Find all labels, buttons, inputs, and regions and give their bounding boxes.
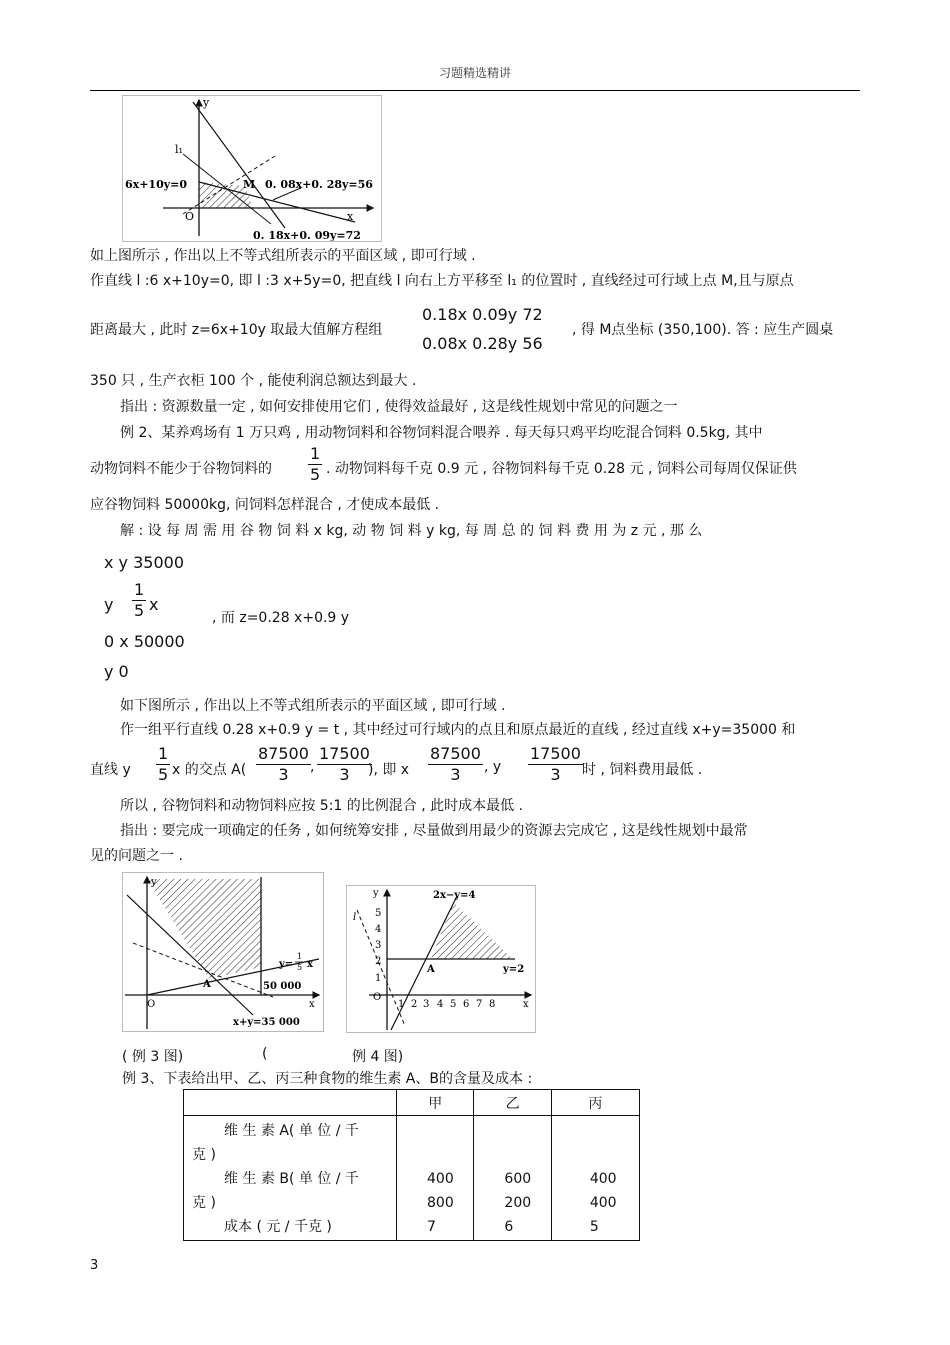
- label-vitamin-b-2: 克 ): [192, 1195, 216, 1211]
- page-header: 习题精选精讲: [438, 66, 511, 80]
- para-16: 例 3、下表给出甲、乙、丙三种食物的维生素 A、B的含量及成本 :: [122, 1071, 533, 1087]
- table-header-row: [184, 1090, 640, 1116]
- caption-fig4: 例 4 图): [352, 1049, 404, 1065]
- fraction-one-fifth-2: $\frac{1}{5}$: [158, 744, 169, 784]
- fig4-origin: O: [373, 992, 382, 1003]
- figure-3-graph: [123, 873, 323, 1031]
- figure-4-graph: [347, 886, 535, 1032]
- para-12b: x 的交点 A(: [172, 762, 247, 778]
- fig1-l1: l₁: [175, 143, 183, 156]
- para-9: 解 : 设 每 周 需 用 谷 物 饲 料 x kg, 动 物 饲 料 y kg, 每 周 总 的 饲 料 费 用 为 z 元 , 那 么: [120, 523, 703, 539]
- figure-1: [122, 95, 382, 242]
- label-vitamin-a-1: 维 生 素 A( 单 位 / 千: [224, 1123, 359, 1139]
- para-15: 见的问题之一 .: [90, 848, 183, 864]
- svg-text:3: 3: [423, 999, 430, 1010]
- svg-text:5: 5: [450, 999, 457, 1010]
- fig1-axis-y: y: [203, 96, 210, 109]
- system-2-fraction: $\frac{1}{5}$: [134, 580, 145, 620]
- fig3-origin: O: [147, 999, 156, 1010]
- fig3-axis-y: y: [151, 877, 157, 888]
- svg-text:6: 6: [463, 999, 470, 1010]
- fig4-line-b-label: y=2: [503, 964, 525, 975]
- table-head-cell: 乙: [474, 1090, 551, 1116]
- system-1-row-1: 0.18x 0.09y 72: [422, 305, 543, 324]
- para-3b: , 得 M点坐标 (350,100). 答 : 应生产圆桌: [572, 322, 834, 338]
- vitamin-table: [183, 1089, 640, 1241]
- svg-text:1: 1: [375, 973, 382, 984]
- table-col-yi: 600 200 6: [474, 1116, 551, 1241]
- svg-text:4: 4: [375, 924, 382, 935]
- figure-1-graph: [123, 96, 381, 241]
- svg-text:5: 5: [375, 908, 382, 919]
- fraction-one-fifth: $\frac{1}{5}$: [310, 444, 321, 484]
- figure-3: [122, 872, 324, 1032]
- table-row-labels: [184, 1116, 397, 1241]
- fig3-value-50000: 50 000: [263, 981, 302, 992]
- feasible-region-4: [431, 902, 513, 959]
- label-vitamin-b-1: 维 生 素 B( 单 位 / 千: [224, 1171, 359, 1187]
- fig3-frac-n: 1: [297, 952, 303, 961]
- para-5: 指出 : 资源数量一定 , 如何安排使用它们 , 使得效益最好 , 这是线性规划中常见的问题之一: [120, 399, 678, 415]
- label-cost: 成本 ( 元 / 千克 ): [224, 1219, 332, 1235]
- table-head-cell: [184, 1090, 397, 1116]
- fraction-87500-3-b: $\frac{87500}{3}$: [430, 744, 481, 784]
- svg-text:8: 8: [489, 999, 496, 1010]
- para-12f: 时 , 饲料费用最低 .: [582, 762, 703, 778]
- system-1-row-2: 0.08x 0.28y 56: [422, 334, 543, 353]
- svg-text:7: 7: [476, 999, 483, 1010]
- para-12c: ,: [310, 759, 315, 775]
- label-vitamin-a-2: 克 ): [192, 1147, 216, 1163]
- para-7a: 动物饲料不能少于谷物饲料的: [90, 461, 272, 477]
- para-2: 作直线 l :6 x+10y=0, 即 l :3 x+5y=0, 把直线 l 向右上方平移至 l₁ 的位置时 , 直线经过可行域上点 M,且与原点: [90, 273, 794, 289]
- system-2-row-1: x y 35000: [104, 553, 185, 572]
- caption-paren: (: [262, 1046, 268, 1062]
- fraction-17500-3-b: $\frac{17500}{3}$: [530, 744, 581, 784]
- fig3-frac-d: 5: [297, 963, 303, 972]
- system-2-row-4: y 0: [104, 662, 129, 681]
- para-10: 如下图所示 , 作出以上不等式组所表示的平面区域 , 即可行域 .: [120, 698, 506, 714]
- para-11: 作一组平行直线 0.28 x+0.9 y = t , 其中经过可行域内的点且和原点最近的直线 , 经过直线 x+y=35000 和: [120, 722, 796, 738]
- fig4-point-a: A: [427, 964, 435, 975]
- para-4: 350 只 , 生产衣柜 100 个 , 能使利润总额达到最大 .: [90, 373, 417, 389]
- para-12d: ), 即 x: [368, 762, 410, 778]
- fig3-line-a-label: y=: [279, 959, 294, 970]
- fig4-x-ticks: [398, 999, 495, 1010]
- figure-4: [346, 885, 536, 1033]
- svg-text:1: 1: [398, 999, 405, 1010]
- system-2-row-2-x: x: [149, 595, 159, 614]
- caption-fig3: ( 例 3 图): [122, 1049, 184, 1065]
- fig4-line-a-label: 2x−y=4: [433, 890, 476, 901]
- para-3a: 距离最大 , 此时 z=6x+10y 取最大值解方程组: [90, 322, 383, 338]
- para-12e: , y: [484, 759, 502, 775]
- table-col-jia: 400 800 7: [397, 1116, 474, 1241]
- line-l1: [183, 154, 271, 224]
- fig3-frac-x: x: [307, 959, 313, 970]
- fig1-line-c-label: 0. 18x+0. 09y=72: [253, 229, 361, 241]
- fig3-point-a: A: [203, 979, 211, 990]
- fig4-l: l: [353, 912, 357, 923]
- table-col-bing: 400 400 5: [551, 1116, 639, 1241]
- svg-text:3: 3: [375, 940, 382, 951]
- svg-text:2: 2: [375, 956, 382, 967]
- para-7b: . 动物饲料每千克 0.9 元 , 谷物饲料每千克 0.28 元 , 饲料公司每周仅保证供: [326, 461, 797, 477]
- fig1-point-m: M: [243, 178, 256, 191]
- system-2-row-2-y: y: [104, 595, 114, 614]
- para-1: 如上图所示 , 作出以上不等式组所表示的平面区域 , 即可行域 .: [90, 248, 476, 264]
- fig1-axis-x: x: [347, 210, 354, 223]
- fig1-origin: O: [185, 210, 195, 223]
- table-row: [184, 1116, 640, 1241]
- fraction-87500-3: $\frac{87500}{3}$: [258, 744, 309, 784]
- svg-text:2: 2: [411, 999, 418, 1010]
- fig1-line-a-label: 6x+10y=0: [125, 178, 187, 191]
- para-8: 应谷物饲料 50000kg, 问饲料怎样混合 , 才使成本最低 .: [90, 497, 440, 513]
- line-c: [193, 102, 285, 228]
- fraction-17500-3: $\frac{17500}{3}$: [319, 744, 370, 784]
- header-rule: [90, 90, 860, 91]
- fig4-axis-y: y: [373, 888, 379, 899]
- page-number: 3: [90, 1258, 99, 1273]
- svg-text:4: 4: [437, 999, 444, 1010]
- para-14: 指出 : 要完成一项确定的任务 , 如何统筹安排 , 尽量做到用最少的资源去完成它 , 这是线性规划中最常: [120, 823, 748, 839]
- fig3-line-b-label: x+y=35 000: [233, 1017, 300, 1028]
- para-12a: 直线 y: [90, 762, 131, 778]
- table-head-cell: 丙: [551, 1090, 639, 1116]
- fig4-y-ticks: [375, 908, 381, 984]
- para-13: 所以 , 谷物饲料和动物饲料应按 5:1 的比例混合 , 此时成本最低 .: [120, 798, 524, 814]
- objective-function: , 而 z=0.28 x+0.9 y: [212, 610, 350, 626]
- fig4-axis-x: x: [523, 999, 529, 1010]
- fig1-line-b-label: 0. 08x+0. 28y=56: [265, 178, 373, 191]
- system-2-row-3: 0 x 50000: [104, 632, 185, 651]
- feasible-region-3: [147, 879, 261, 979]
- table-head-cell: 甲: [397, 1090, 474, 1116]
- para-6: 例 2、某养鸡场有 1 万只鸡 , 用动物饲料和谷物饲料混合喂养 . 每天每只鸡平均吃混合饲料 0.5kg, 其中: [120, 425, 763, 441]
- fig3-axis-x: x: [309, 999, 315, 1010]
